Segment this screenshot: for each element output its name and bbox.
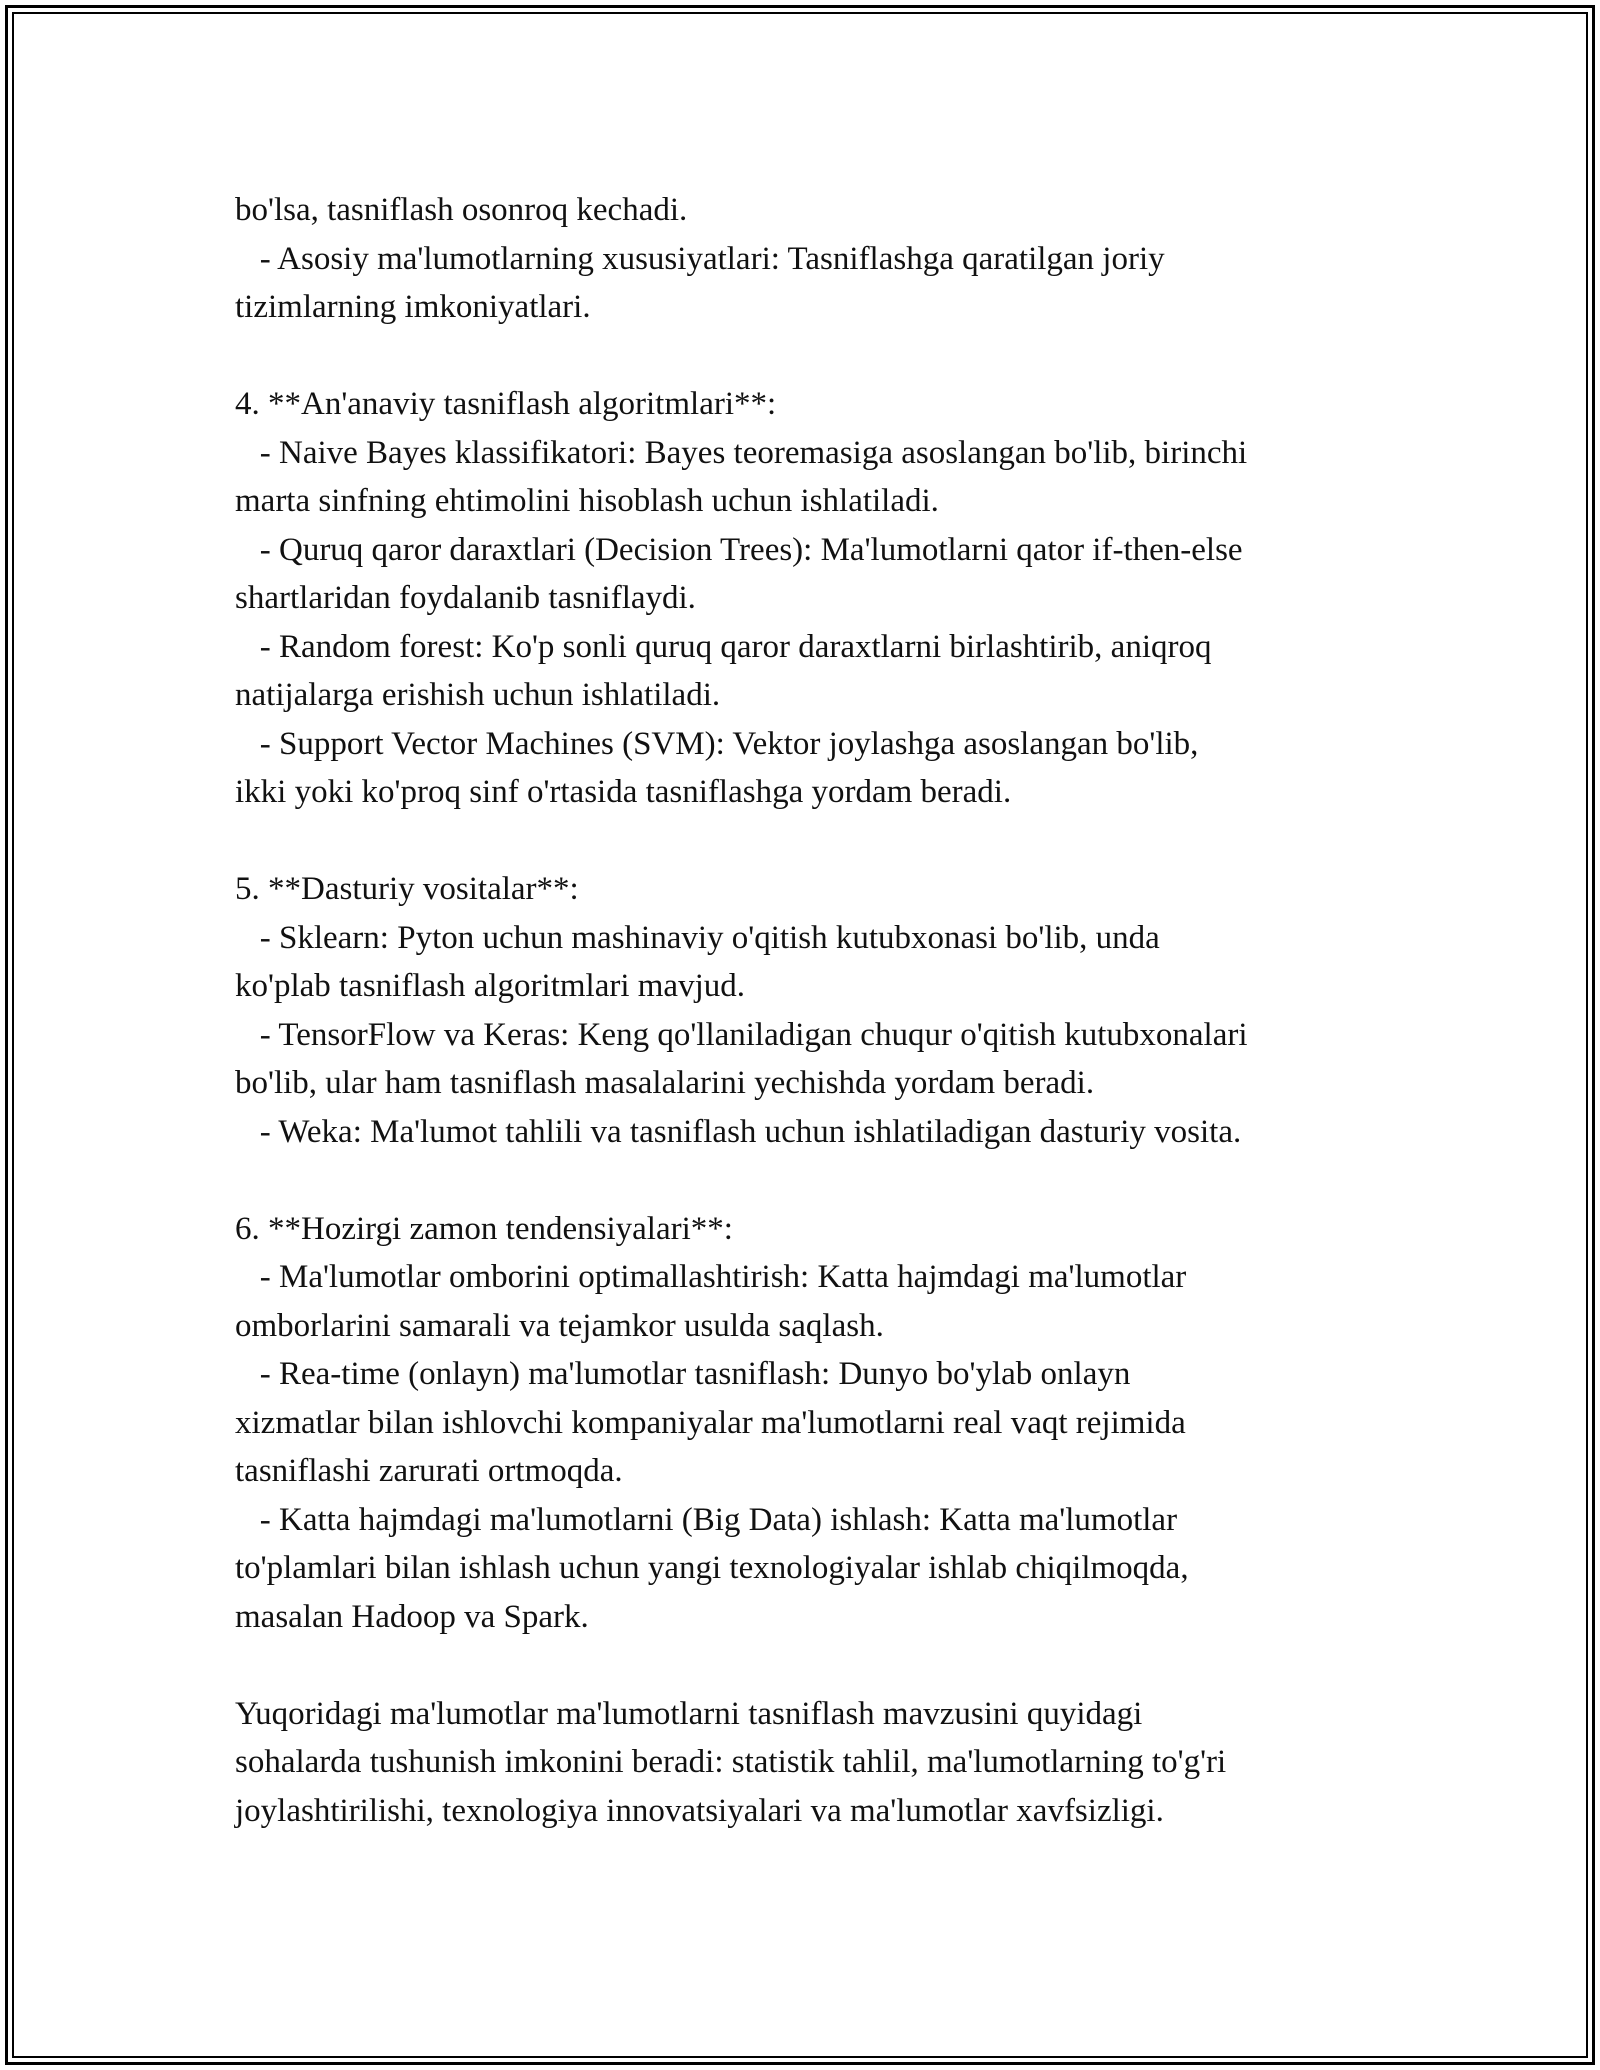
paragraph-gap xyxy=(235,332,1410,381)
text-line: ikki yoki ko'proq sinf o'rtasida tasniflashga yordam beradi. xyxy=(235,774,1012,810)
list-item-line: - TensorFlow va Keras: Keng qo'llaniladigan chuqur o'qitish kutubxonalari xyxy=(235,1016,1248,1053)
conclusion-line: sohalarda tushunish imkonini beradi: statistik tahlil, ma'lumotlarning to'g'ri xyxy=(235,1744,1227,1780)
text-line: tizimlarning imkoniyatlari. xyxy=(235,289,591,325)
list-item-line: - Naive Bayes klassifikatori: Bayes teoremasiga asoslangan bo'lib, birinchi xyxy=(235,434,1248,471)
list-item-line: - Katta hajmdagi ma'lumotlarni (Big Data) ishlash: Katta ma'lumotlar xyxy=(235,1501,1178,1538)
list-item-line: - Quruq qaror daraxtlari (Decision Trees): Ma'lumotlarni qator if-then-else xyxy=(235,531,1243,568)
text-line: masalan Hadoop va Spark. xyxy=(235,1598,589,1635)
section-heading-5: 5. **Dasturiy vositalar**: xyxy=(235,871,579,907)
text-line: bo'lib, ular ham tasniflash masalalarini yechishda yordam beradi. xyxy=(235,1065,1095,1101)
text-line: bo'lsa, tasniflash osonroq kechadi. xyxy=(235,192,688,228)
text-line: marta sinfning ehtimolini hisoblash uchun ishlatiladi. xyxy=(235,483,939,519)
list-item-line: - Support Vector Machines (SVM): Vektor joylashga asoslangan bo'lib, xyxy=(235,725,1199,762)
paragraph-gap xyxy=(235,1641,1410,1690)
section-heading-4: 4. **An'anaviy tasniflash algoritmlari**: xyxy=(235,386,777,422)
text-line: omborlarini samarali va tejamkor usulda saqlash. xyxy=(235,1307,884,1344)
list-item-line: - Sklearn: Pyton uchun mashinaviy o'qitish kutubxonasi bo'lib, unda xyxy=(235,919,1160,956)
list-item-line: - Rea-time (onlayn) ma'lumotlar tasniflash: Dunyo bo'ylab onlayn xyxy=(235,1356,1131,1392)
paragraph-gap xyxy=(235,1156,1410,1205)
text-line: shartlaridan foydalanib tasniflaydi. xyxy=(235,580,696,616)
list-item-line: - Asosiy ma'lumotlarning xususiyatlari: Tasniflashga qaratilgan joriy xyxy=(235,240,1165,277)
list-item-line: - Random forest: Ko'p sonli quruq qaror daraxtlarni birlashtirib, aniqroq xyxy=(235,628,1212,665)
text-line: tasniflashi zarurati ortmoqda. xyxy=(235,1453,623,1489)
conclusion-line: joylashtirilishi, texnologiya innovatsiyalari va ma'lumotlar xavfsizligi. xyxy=(235,1792,1164,1829)
text-line: xizmatlar bilan ishlovchi kompaniyalar ma'lumotlarni real vaqt rejimida xyxy=(235,1404,1186,1441)
document-body xyxy=(235,186,1410,1835)
text-line: to'plamlari bilan ishlash uchun yangi texnologiyalar ishlab chiqilmoqda, xyxy=(235,1550,1189,1586)
section-heading-6: 6. **Hozirgi zamon tendensiyalari**: xyxy=(235,1210,733,1247)
conclusion-line: Yuqoridagi ma'lumotlar ma'lumotlarni tasniflash mavzusini quyidagi xyxy=(235,1695,1143,1732)
list-item-line: - Weka: Ma'lumot tahlili va tasniflash uchun ishlatiladigan dasturiy vosita. xyxy=(235,1113,1242,1150)
list-item-line: - Ma'lumotlar omborini optimallashtirish: Katta hajmdagi ma'lumotlar xyxy=(235,1259,1187,1295)
paragraph-gap xyxy=(235,817,1410,866)
text-line: natijalarga erishish uchun ishlatiladi. xyxy=(235,677,721,713)
text-line: ko'plab tasniflash algoritmlari mavjud. xyxy=(235,968,746,1004)
